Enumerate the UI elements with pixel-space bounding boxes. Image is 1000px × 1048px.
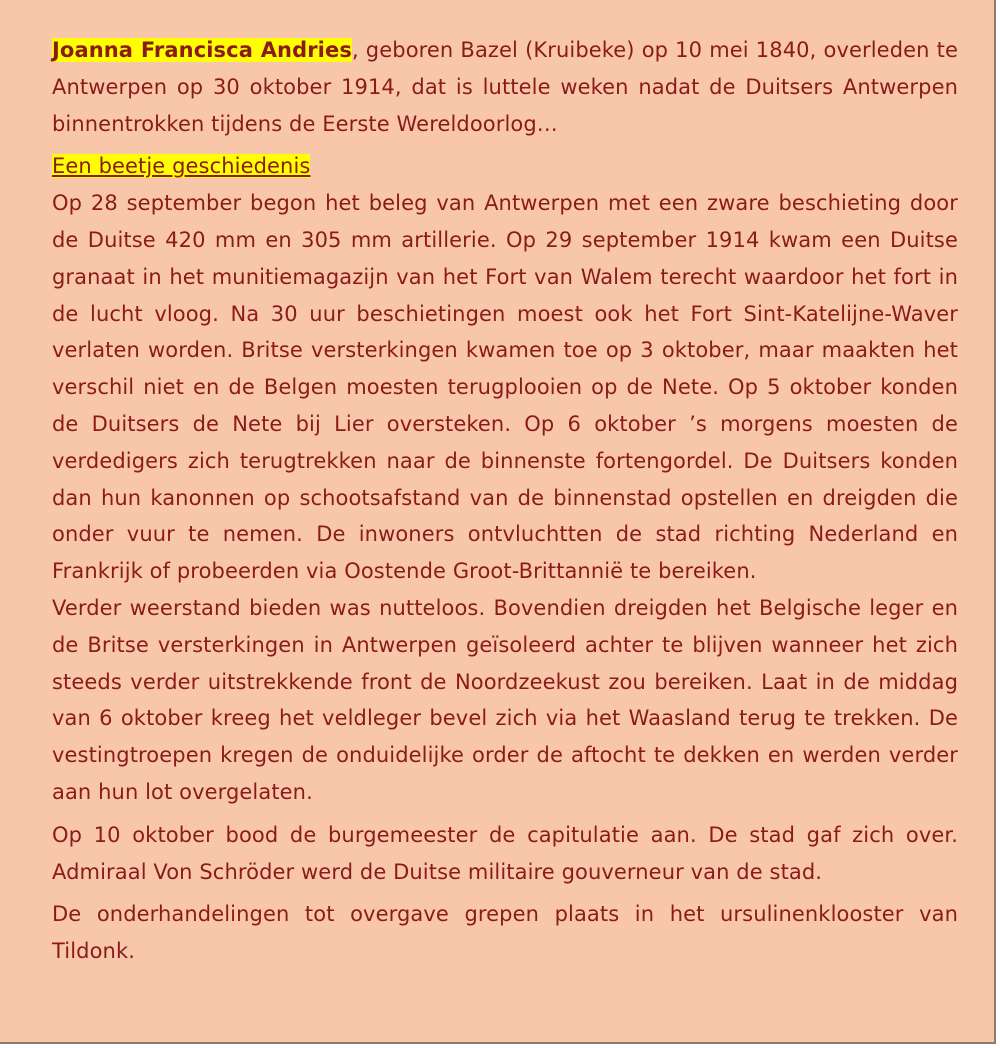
section-heading: Een beetje geschiedenis	[52, 154, 311, 179]
section-heading-line	[52, 148, 958, 185]
history-paragraph-4: De onderhandelingen tot overgave grepen plaats in het ursulinenklooster van Tildonk.	[52, 902, 958, 964]
intro-text: , geboren Bazel (Kruibeke) op 10 mei 1840, overleden te Antwerpen op 30 oktober 1914, dat is luttele weken nadat de Duitsers Antwerpen binnentrokken tijdens de Eerste Wereldoorlog…	[52, 38, 959, 136]
history-paragraph-2: Verder weerstand bieden was nutteloos. Bovendien dreigden het Belgische leger en de Britse versterkingen in Antwerpen geïsoleerd achter te blijven wanneer het zich steeds verder uitstrekkende front de Noordzeekust zou bereiken. Laat in de middag van 6 oktober kreeg het veldleger bevel zich via het Waasland terug te trekken. De vestingtroepen kregen de onduidelijke order de aftocht te dekken en werden verder aan hun lot overgelaten.	[52, 595, 958, 804]
person-name: Joanna Francisca Andries	[52, 38, 352, 62]
history-paragraph-1: Op 28 september begon het beleg van Antwerpen met een zware beschieting door de Duitse 420 mm en 305 mm artillerie. Op 29 september 1914 kwam een Duitse granaat in het munitiemagazijn van het Fort van Walem terecht waardoor het fort in de lucht vloog. Na 30 uur beschietingen moest ook het Fort Sint-Katelijne-Waver verlaten worden. Britse versterkingen kwamen toe op 3 oktober, maar maakten het verschil niet en de Belgen moesten terugplooien op de Nete. Op 5 oktober konden de Duitsers de Nete bij Lier oversteken. Op 6 oktober ’s morgens moesten de verdedigers zich terugtrekken naar de binnenste fortengordel. De Duitsers konden dan hun kanonnen op schootsafstand van de binnenstad opstellen en dreigden die onder vuur te nemen. De inwoners ontvluchtten de stad richting Nederland en Frankrijk of probeerden via Oostende Groot-Brittannië te bereiken.	[52, 191, 958, 584]
history-paragraph-3: Op 10 oktober bood de burgemeester de capitulatie aan. De stad gaf zich over. Admiraal Von Schröder werd de Duitse militaire gouverneur van de stad.	[52, 822, 958, 884]
intro-paragraph	[52, 32, 958, 142]
